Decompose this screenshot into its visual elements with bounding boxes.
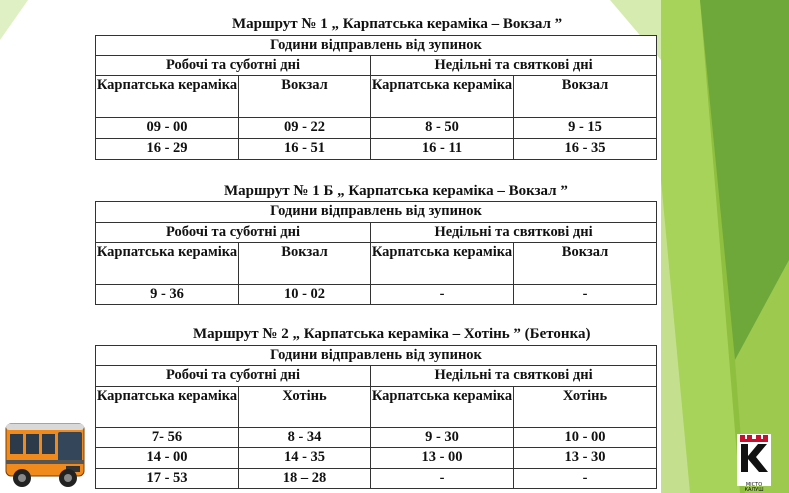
logo-text: МІСТО КАЛУШ: [744, 482, 764, 493]
time-cell: 18 – 28: [239, 469, 371, 489]
table-row: [96, 428, 657, 448]
time-cell: 13 - 00: [371, 448, 514, 469]
time-cell: 9 - 36: [96, 285, 239, 305]
col-header: Карпатська кераміка: [371, 243, 514, 285]
time-cell: 10 - 02: [239, 285, 371, 305]
route-2-table: [95, 345, 657, 489]
group-weekend: Недільні та святкові дні: [371, 56, 657, 76]
route-1b-title: Маршрут № 1 Б „ Карпатська кераміка – Вокзал ”: [224, 183, 568, 199]
col-header: Карпатська кераміка: [371, 76, 514, 118]
table-row: [96, 285, 657, 305]
table-row: [96, 448, 657, 469]
col-header: Вокзал: [514, 76, 657, 118]
time-cell: -: [371, 469, 514, 489]
col-header: Карпатська кераміка: [96, 243, 239, 285]
col-header: Карпатська кераміка: [371, 387, 514, 428]
table-row: [96, 139, 657, 160]
col-header: Хотінь: [514, 387, 657, 428]
time-cell: 7- 56: [96, 428, 239, 448]
time-cell: 8 - 34: [239, 428, 371, 448]
time-cell: 17 - 53: [96, 469, 239, 489]
route-1b-table: [95, 201, 657, 305]
col-header: Карпатська кераміка: [96, 76, 239, 118]
group-weekend: Недільні та святкові дні: [371, 223, 657, 243]
route-1-title: Маршрут № 1 „ Карпатська кераміка – Вокзал ”: [232, 16, 563, 32]
header-row: Години відправлень від зупинок: [96, 346, 657, 366]
time-cell: -: [514, 285, 657, 305]
time-cell: 10 - 00: [514, 428, 657, 448]
city-logo: [737, 434, 771, 493]
time-cell: 14 - 35: [239, 448, 371, 469]
time-cell: 8 - 50: [371, 118, 514, 139]
time-cell: 9 - 15: [514, 118, 657, 139]
route-2-title: Маршрут № 2 „ Карпатська кераміка – Хотінь ” (Бетонка): [193, 326, 591, 342]
col-header: Вокзал: [239, 243, 371, 285]
time-cell: 13 - 30: [514, 448, 657, 469]
time-cell: 16 - 11: [371, 139, 514, 160]
time-cell: 9 - 30: [371, 428, 514, 448]
header-row: Години відправлень від зупинок: [96, 36, 657, 56]
header-row: Години відправлень від зупинок: [96, 202, 657, 223]
col-header: Хотінь: [239, 387, 371, 428]
time-cell: 09 - 00: [96, 118, 239, 139]
table-row: [96, 118, 657, 139]
col-header: Вокзал: [514, 243, 657, 285]
group-weekend: Недільні та святкові дні: [371, 366, 657, 387]
table-row: [96, 469, 657, 489]
group-weekday: Робочі та суботні дні: [96, 366, 371, 387]
time-cell: -: [371, 285, 514, 305]
route-1-table: [95, 35, 657, 160]
group-weekday: Робочі та суботні дні: [96, 223, 371, 243]
time-cell: 16 - 51: [239, 139, 371, 160]
kalush-logo-icon: [737, 434, 771, 478]
time-cell: -: [514, 469, 657, 489]
time-cell: 09 - 22: [239, 118, 371, 139]
col-header: Карпатська кераміка: [96, 387, 239, 428]
group-weekday: Робочі та суботні дні: [96, 56, 371, 76]
col-header: Вокзал: [239, 76, 371, 118]
time-cell: 16 - 35: [514, 139, 657, 160]
time-cell: 14 - 00: [96, 448, 239, 469]
time-cell: 16 - 29: [96, 139, 239, 160]
bus-icon: [4, 418, 88, 490]
